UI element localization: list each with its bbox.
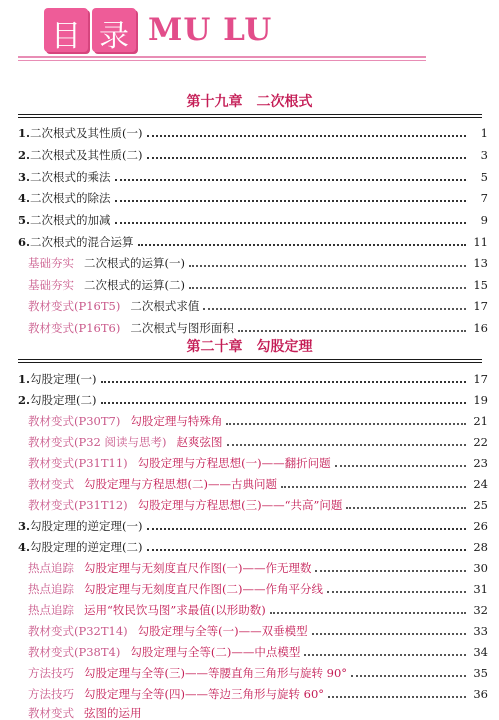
toc-entry[interactable] [18,164,488,184]
dot-leader [304,653,466,656]
subentry-tag: 热点追踪 [28,603,74,617]
page-number: 5 [480,170,488,184]
subentry-title: 二次根式与图形面积 [130,321,234,335]
page-number: 19 [473,393,488,407]
dot-leader [328,695,466,698]
entry-number: 4. [18,540,31,554]
dot-leader [115,199,466,202]
header-latin-title: MU LU [148,12,273,48]
subentry-title: 勾股定理与特殊角 [130,414,223,428]
entry-title: 二次根式的乘法 [30,170,111,184]
toc-subentry[interactable] [28,597,488,617]
toc-entry[interactable] [18,366,488,386]
dot-leader [189,286,466,289]
dot-leader [147,548,467,551]
subentry-tag: 教材变式(P31T11) [28,456,128,470]
page-number: 22 [473,435,488,449]
page-number: 25 [473,498,488,512]
dot-leader [226,422,466,425]
toc-subentry[interactable] [28,700,488,720]
entry-number: 1. [18,372,31,386]
page-number: 34 [473,645,488,659]
chapter-rule [18,114,482,115]
toc-subentry[interactable] [28,639,488,659]
dot-leader [203,307,466,310]
entry-title: 二次根式的混合运算 [30,235,134,249]
toc-entry[interactable] [18,207,488,227]
chapter-rule-thin [18,117,482,118]
entry-title: 勾股定理的逆定理(一) [30,519,143,533]
page-number: 32 [473,603,488,617]
dot-leader [270,611,466,614]
entry-title: 二次根式及其性质(一) [30,126,143,140]
subentry-tag: 热点追踪 [28,561,74,575]
page-number: 1 [480,126,488,140]
chapter-title: 二次根式 [256,94,313,110]
subentry-tag: 教材变式 [28,477,74,491]
page-number: 9 [480,213,488,227]
toc-entry[interactable] [18,387,488,407]
dot-leader [115,178,466,181]
entry-number: 1. [18,126,31,140]
dot-leader [327,590,466,593]
page-number: 24 [473,477,488,491]
page-number: 31 [473,582,488,596]
toc-entry[interactable] [18,534,488,554]
entry-title: 勾股定理(二) [30,393,97,407]
page-number: 36 [473,687,488,701]
subentry-title: 勾股定理与无刻度直尺作图(二)——作角平分线 [84,582,323,596]
entry-title: 勾股定理(一) [30,372,97,386]
subentry-tag: 教材变式(P38T4) [28,645,121,659]
subentry-title: 勾股定理与方程思想(三)——“共高”问题 [137,498,343,512]
subentry-title: 勾股定理与方程思想(一)——翻折问题 [137,456,331,470]
page-number: 15 [473,278,488,292]
subentry-title: 二次根式的运算(二) [84,278,185,292]
subentry-tag: 教材变式(P30T7) [28,414,121,428]
entry-number: 2. [18,148,31,162]
chapter-rule-thin [18,362,482,363]
dot-leader [115,221,466,224]
dot-leader [147,527,467,530]
dot-leader [238,329,466,332]
toc-subentry[interactable] [28,660,488,680]
entry-number: 2. [18,393,31,407]
page-number: 26 [473,519,488,533]
subentry-tag: 教材变式(P32 阅读与思考) [28,435,167,449]
subentry-title: 二次根式求值 [130,299,200,313]
subentry-title: 勾股定理与方程思想(二)——古典问题 [84,477,277,491]
chapter-20-heading [0,336,499,356]
subentry-tag: 教材变式 [28,706,74,720]
title-glyph-2: 录 [99,19,129,54]
subentry-title: 勾股定理与无刻度直尺作图(一)——作无理数 [84,561,312,575]
page-number: 13 [473,256,488,270]
page-number: 21 [473,414,488,428]
page-number: 17 [473,299,488,313]
title-glyph-1: 目 [51,19,81,54]
subentry-title: 运用“牧民饮马图”求最值(以形助数) [84,603,266,617]
page-number: 7 [480,191,488,205]
toc-subentry[interactable] [28,555,488,575]
title-box-2 [92,8,136,52]
dot-leader [101,401,467,404]
header-rule [18,56,426,58]
entry-title: 二次根式及其性质(二) [30,148,143,162]
dot-leader [147,156,467,159]
page-number: 3 [480,148,488,162]
subentry-tag: 教材变式(P32T14) [28,624,128,638]
header-rule-thin [18,60,426,61]
entry-number: 4. [18,191,31,205]
title-box-1 [44,8,88,52]
toc-entry[interactable] [18,120,488,140]
dot-leader [335,464,466,467]
toc-entry[interactable] [18,229,488,249]
dot-leader [281,485,466,488]
subentry-tag: 教材变式(P16T6) [28,321,121,335]
dot-leader [351,674,466,677]
chapter-19-heading [0,91,499,111]
entry-number: 5. [18,213,31,227]
toc-entry[interactable] [18,142,488,162]
subentry-title: 弦图的运用 [84,706,142,720]
dot-leader [227,443,467,446]
subentry-tag: 基础夯实 [28,278,74,292]
page-number: 30 [473,561,488,575]
entry-title: 二次根式的加减 [30,213,111,227]
page-header [0,0,499,64]
subentry-title: 勾股定理与全等(四)——等边三角形与旋转 60° [84,687,325,701]
dot-leader [189,264,466,267]
dot-leader [147,134,467,137]
entry-number: 6. [18,235,31,249]
toc-subentry[interactable] [28,681,488,701]
subentry-title: 赵爽弦图 [176,435,223,449]
page-number: 35 [473,666,488,680]
subentry-tag: 基础夯实 [28,256,74,270]
subentry-title: 二次根式的运算(一) [84,256,185,270]
toc-entry[interactable] [18,185,488,205]
subentry-tag: 教材变式(P31T12) [28,498,128,512]
toc-subentry[interactable] [28,450,488,470]
entry-number: 3. [18,170,31,184]
page-number: 28 [473,540,488,554]
subentry-tag: 教材变式(P16T5) [28,299,121,313]
entry-title: 勾股定理的逆定理(二) [30,540,143,554]
dot-leader [315,569,466,572]
chapter-label: 第十九章 [186,94,243,110]
toc-subentry[interactable] [28,408,488,428]
chapter-rule [18,359,482,360]
subentry-title: 勾股定理与全等(三)——等腰直角三角形与旋转 90° [84,666,348,680]
toc-subentry[interactable] [28,293,488,313]
subentry-tag: 方法技巧 [28,687,74,701]
toc-subentry[interactable] [28,272,488,292]
dot-leader [346,506,466,509]
entry-title: 二次根式的除法 [30,191,111,205]
dot-leader [138,243,466,246]
dot-leader [101,380,467,383]
toc-subentry[interactable] [28,618,488,638]
subentry-title: 勾股定理与全等(二)——中点模型 [130,645,301,659]
toc-entry[interactable] [18,513,488,533]
page-number: 16 [473,321,488,335]
page-number: 33 [473,624,488,638]
toc-subentry[interactable] [28,492,488,512]
page-number: 23 [473,456,488,470]
subentry-tag: 热点追踪 [28,582,74,596]
dot-leader [312,632,466,635]
chapter-title: 勾股定理 [256,339,313,355]
entry-number: 3. [18,519,31,533]
toc-subentry[interactable] [28,250,488,270]
toc-subentry[interactable] [28,576,488,596]
toc-subentry[interactable] [28,315,488,335]
subentry-title: 勾股定理与全等(一)——双垂模型 [137,624,308,638]
page-number: 11 [473,235,488,249]
chapter-label: 第二十章 [186,339,243,355]
subentry-tag: 方法技巧 [28,666,74,680]
toc-subentry[interactable] [28,429,488,449]
page-number: 17 [473,372,488,386]
toc-subentry[interactable] [28,471,488,491]
